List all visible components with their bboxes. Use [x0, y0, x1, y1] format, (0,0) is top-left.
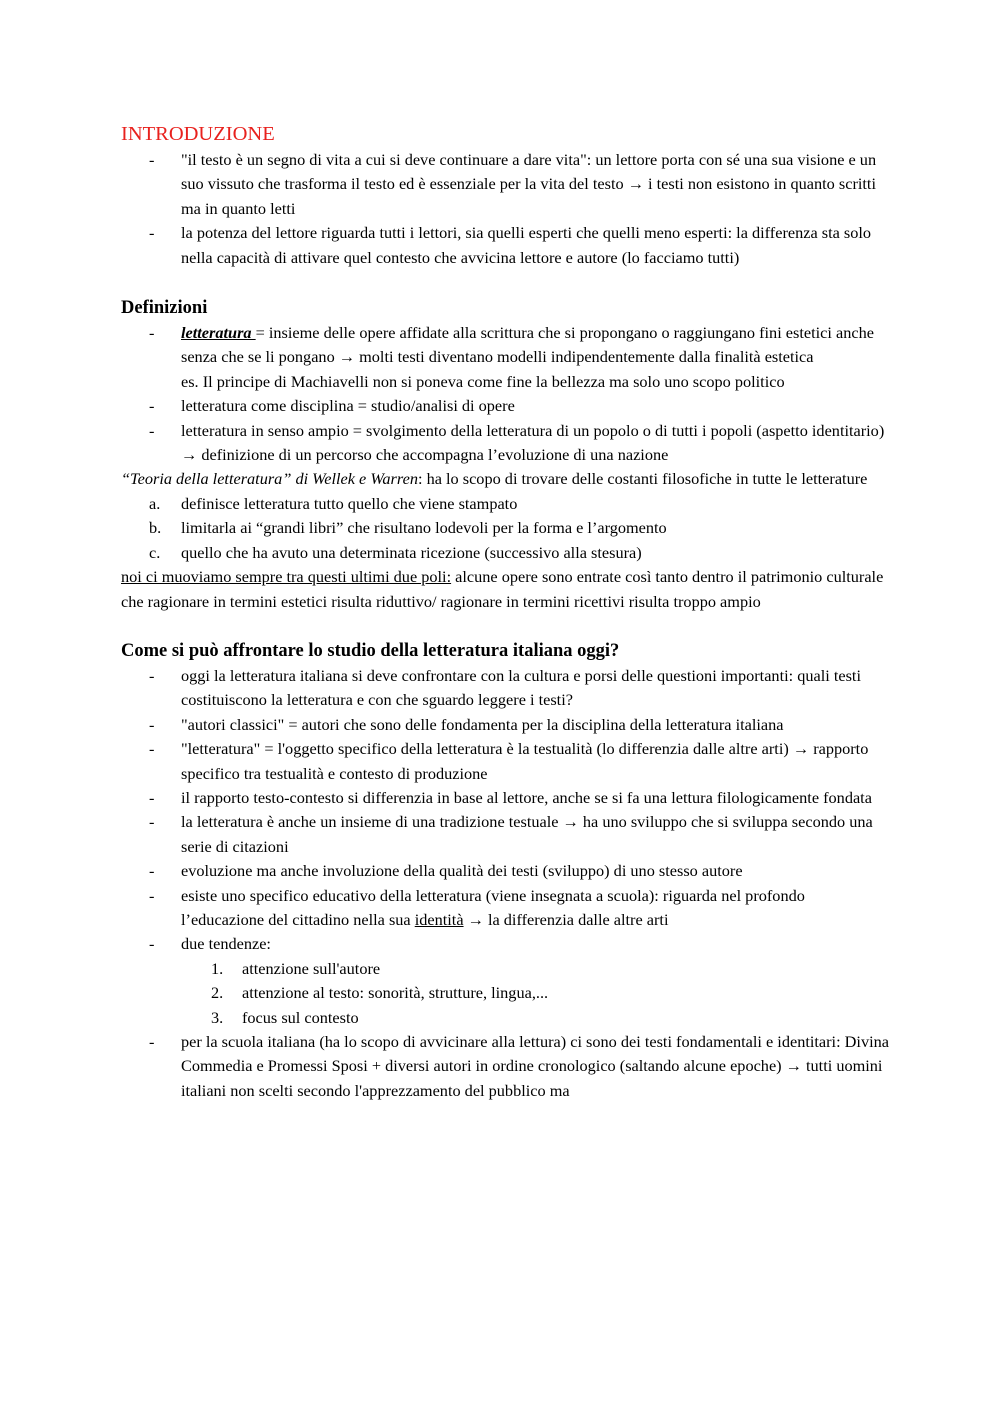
list-item: - la potenza del lettore riguarda tutti i lettori, sia quelli esperti che quelli meno esperti: la differenza sta solo nella capacità di attivare quel contesto che avvicina lettore e autore (lo facciamo tutti) [149, 223, 872, 267]
studio-list [121, 664, 891, 957]
list-item: 1. attenzione sull'autore [211, 958, 381, 978]
poli-paragraph: noi ci muoviamo sempre tra questi ultimi due poli: alcune opere sono entrate così tanto dentro il patrimonio culturale che ragionare in termini estetici risulta riduttivo/ ragionare in termini ricettivi risulta troppo ampio [121, 567, 884, 611]
list-item: b. limitarla ai “grandi libri” che risultano lodevoli per la forma e l’argomento [149, 518, 667, 538]
dash-marker: - [149, 739, 155, 759]
intro-heading: INTRODUZIONE [121, 123, 275, 145]
list-item: - due tendenze: [121, 932, 891, 956]
dash-marker: - [149, 714, 155, 734]
studio-list-end [121, 1030, 891, 1103]
list-item: - oggi la letteratura italiana si deve confrontare con la cultura e porsi delle questioni importanti: quali testi costituiscono la letteratura e con che sguardo leggere i testi? [149, 665, 861, 710]
document-body [121, 120, 891, 1103]
list-item: - "letteratura" = l'oggetto specifico della letteratura è la testualità (lo differenzia dalle altre arti) → rapporto specifico tra testualità e contesto di produzione [149, 739, 869, 783]
list-item: - evoluzione ma anche involuzione della qualità dei testi (sviluppo) di uno stesso autore [121, 859, 891, 883]
underlined-word: identità [414, 909, 464, 929]
dash-marker: - [149, 885, 155, 905]
list-item: - letteratura in senso ampio = svolgimento della letteratura di un popolo o di tutti i popoli (aspetto identitario) → definizione di un percorso che accompagna l’evoluzione di una nazione [149, 420, 885, 465]
dash-marker: - [149, 812, 155, 832]
definizioni-list [121, 321, 891, 467]
dash-marker: - [149, 323, 155, 343]
list-item: - "autori classici" = autori che sono delle fondamenta per la disciplina della letteratura italiana [121, 713, 891, 737]
list-item: - il rapporto testo-contesto si differenzia in base al lettore, anche se si fa una lettura filologicamente fondata [121, 786, 891, 810]
example-text: es. Il principe di Machiavelli non si poneva come fine la bellezza ma solo uno scopo politico [181, 371, 785, 391]
list-item: - esiste uno specifico educativo della letteratura (viene insegnata a scuola): riguarda nel profondo l’educazione del cittadino nella sua identità → la differenzia dalle altre arti [149, 885, 805, 929]
dash-marker: - [149, 665, 155, 685]
dash-marker: - [149, 150, 155, 169]
book-title: “Teoria della letteratura” di Wellek e Warren [121, 469, 418, 489]
list-item: a. definisce letteratura tutto quello che viene stampato [149, 493, 518, 513]
studio-heading: Come si può affrontare lo studio della letteratura italiana oggi? [121, 640, 620, 661]
dash-marker: - [149, 787, 155, 807]
dash-marker: - [149, 934, 155, 954]
term-letteratura: letteratura [181, 323, 256, 343]
alpha-list [121, 492, 891, 565]
teoria-paragraph: “Teoria della letteratura” di Wellek e Warren: ha lo scopo di trovare delle costanti filosofiche in tutte le letterature [121, 469, 868, 489]
list-item: - letteratura come disciplina = studio/analisi di opere [121, 394, 891, 418]
list-item: c. quello che ha avuto una determinata ricezione (successivo alla stesura) [149, 542, 642, 562]
dash-marker: - [149, 396, 155, 416]
dash-marker: - [149, 1032, 155, 1051]
list-item: 2. attenzione al testo: sonorità, strutture, lingua,... [211, 983, 549, 1003]
list-item: - la letteratura è anche un insieme di una tradizione testuale → ha uno sviluppo che si sviluppa secondo una serie di citazioni [149, 812, 873, 856]
intro-list [121, 148, 891, 270]
list-item: - "il testo è un segno di vita a cui si deve continuare a dare vita": un lettore porta con sé una sua visione e un suo vissuto che trasforma il testo ed è essenziale per la vita del testo → i testi non esistono in quanto scritti ma in quanto letti [149, 150, 877, 218]
dash-marker: - [149, 861, 155, 881]
list-item: - per la scuola italiana (ha lo scopo di avvicinare alla lettura) ci sono dei testi fondamentali e identitari: Divina Commedia e Promessi Sposi + diversi autori in ordine cronologico (saltando alcune epoche) → tutti uomini italiani non scelti secondo l'apprezzamento del pubblico ma [149, 1032, 889, 1100]
underlined-phrase: noi ci muoviamo sempre tra questi ultimi due poli: [121, 567, 452, 587]
dash-marker: - [149, 223, 155, 243]
numbered-list [121, 957, 891, 1030]
dash-marker: - [149, 420, 155, 440]
list-item: - letteratura = insieme delle opere affidate alla scrittura che si propongano o raggiungano fini estetici anche senza che se li pongano → molti testi diventano modelli indipendentemente dalla finalità estetica es. Il principe di Machiavelli non si poneva come fine la bellezza ma solo uno scopo politico [149, 323, 874, 391]
definizioni-heading: Definizioni [121, 298, 208, 319]
list-item: 3. focus sul contesto [211, 1007, 359, 1027]
